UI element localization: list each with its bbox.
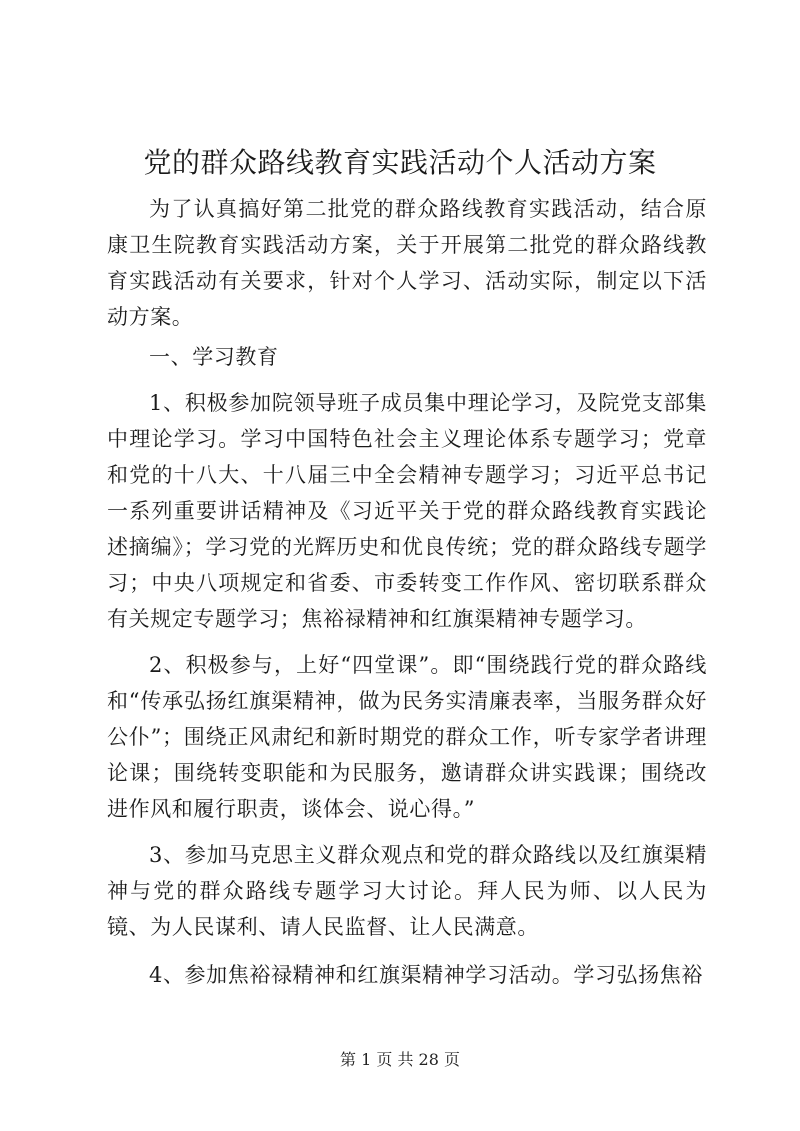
page-number-footer: 第 1 页 共 28 页 xyxy=(340,1050,460,1069)
paragraph-intro: 为了认真搞好第二批党的群众路线教育实践活动，结合原康卫生院教育实践活动方案，关于开展第二批党的群众路线教育实践活动有关要求，针对个人学习、活动实际，制定以下活动方案。 xyxy=(107,197,707,329)
paragraph-item-1: 1、积极参加院领导班子成员集中理论学习，及院党支部集中理论学习。学习中国特色社会主义理论体系专题学习；党章和党的十八大、十八届三中全会精神专题学习；习近平总书记一系列重要讲话精神及《习近平关于党的群众路线教育实践论述摘编》；学习党的光辉历史和优良传统；党的群众路线专题学习；中央八项规定和省委、市委转变工作作风、密切联系群众有关规定专题学习；焦裕禄精神和红旗渠精神专题学习。 xyxy=(107,391,707,631)
section-heading-study: 一、学习教育 xyxy=(149,345,279,369)
paragraph-item-3: 3、参加马克思主义群众观点和党的群众路线以及红旗渠精神与党的群众路线专题学习大讨论。拜人民为师、以人民为镜、为人民谋利、请人民监督、让人民满意。 xyxy=(107,843,707,939)
paragraph-item-4: 4、参加焦裕禄精神和红旗渠精神学习活动。学习弘扬焦裕 xyxy=(149,963,703,987)
document-title: 党的群众路线教育实践活动个人活动方案 xyxy=(143,146,657,179)
paragraph-item-2: 2、积极参与，上好“四堂课”。即“围绕践行党的群众路线和“传承弘扬红旗渠精神，做为民务实清廉表率，当服务群众好公仆”；围绕正风肃纪和新时期党的群众工作，听专家学者讲理论课；围绕转变职能和为民服务，邀请群众讲实践课；围绕改进作风和履行职责，谈体会、说心得。” xyxy=(107,653,707,821)
document-body xyxy=(107,191,707,993)
